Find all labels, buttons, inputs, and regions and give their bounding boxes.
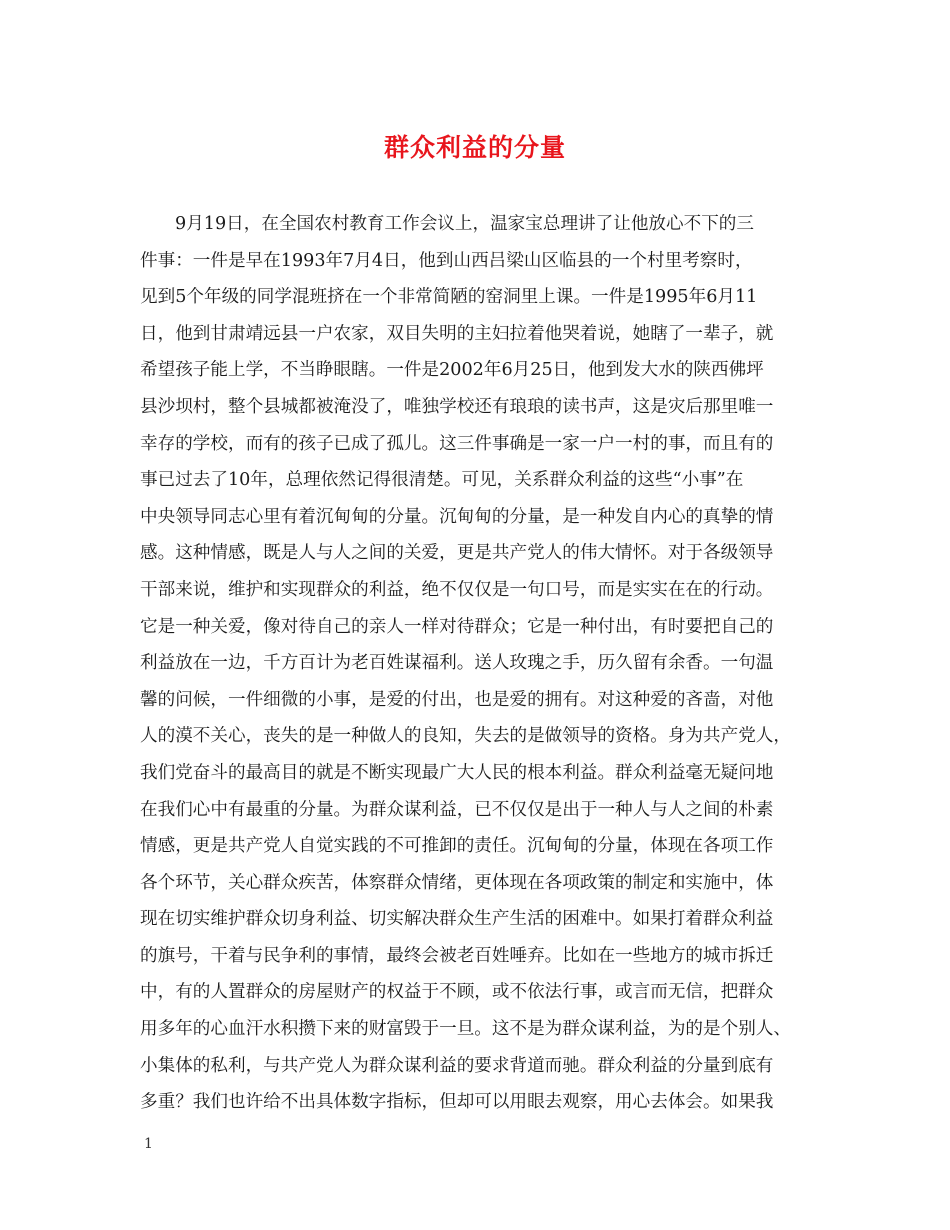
body-paragraph (140, 206, 822, 1121)
text-line: 小集体的私利，与共产党人为群众谋利益的要求背道而驰。群众利益的分量到底有 (140, 1055, 774, 1076)
text-line: 馨的问候，一件细微的小事，是爱的付出，也是爱的拥有。对这种爱的吝啬，对他 (140, 689, 774, 710)
text-line: 人的漠不关心，丧失的是一种做人的良知，失去的是做领导的资格。身为共产党人， (140, 726, 791, 747)
text-line: 件事：一件是早在1993年7月4日，他到山西吕梁山区临县的一个村里考察时， (140, 250, 753, 271)
text-line: 事已过去了10年，总理依然记得很清楚。可见，关系群众利益的这些“小事”在 (140, 470, 744, 491)
text-line: 利益放在一边，千方百计为老百姓谋福利。送人玫瑰之手，历久留有余香。一句温 (140, 653, 774, 674)
text-line: 情感，更是共产党人自觉实践的不可推卸的责任。沉甸甸的分量，体现在各项工作 (140, 836, 774, 857)
page-number: 1 (144, 1136, 153, 1152)
text-line: 日，他到甘肃靖远县一户农家，双目失明的主妇拉着他哭着说，她瞎了一辈子，就 (140, 323, 774, 344)
text-line: 在我们心中有最重的分量。为群众谋利益，已不仅仅是出于一种人与人之间的朴素 (140, 799, 774, 820)
text-line: 它是一种关爱，像对待自己的亲人一样对待群众；它是一种付出，有时要把自己的 (140, 616, 774, 637)
text-line: 现在切实维护群众切身利益、切实解决群众生产生活的困难中。如果打着群众利益 (140, 909, 774, 930)
document-title: 群众利益的分量 (383, 133, 566, 162)
text-line: 9月19日，在全国农村教育工作会议上，温家宝总理讲了让他放心不下的三 (175, 214, 754, 234)
text-line: 我们党奋斗的最高目的就是不断实现最广大人民的根本利益。群众利益毫无疑问地 (140, 762, 774, 783)
text-line: 中央领导同志心里有着沉甸甸的分量。沉甸甸的分量，是一种发自内心的真挚的情 (140, 506, 774, 527)
text-line: 感。这种情感，既是人与人之间的关爱，更是共产党人的伟大情怀。对于各级领导 (140, 543, 774, 564)
text-line: 县沙坝村，整个县城都被淹没了，唯独学校还有琅琅的读书声，这是灾后那里唯一 (140, 396, 774, 417)
text-line: 希望孩子能上学，不当睁眼瞎。一件是2002年6月25日，他到发大水的陕西佛坪 (140, 360, 764, 381)
text-line: 干部来说，维护和实现群众的利益，绝不仅仅是一句口号，而是实实在在的行动。 (140, 579, 774, 600)
text-line: 各个环节，关心群众疾苦，体察群众情绪，更体现在各项政策的制定和实施中，体 (140, 872, 774, 893)
text-line: 多重？我们也许给不出具体数字指标，但却可以用眼去观察，用心去体会。如果我 (140, 1092, 774, 1113)
text-line: 的旗号，干着与民争利的事情，最终会被老百姓唾弃。比如在一些地方的城市拆迁 (140, 945, 774, 966)
text-line: 中，有的人置群众的房屋财产的权益于不顾，或不依法行事，或言而无信，把群众 (140, 982, 774, 1003)
text-line: 幸存的学校，而有的孩子已成了孤儿。这三件事确是一家一户一村的事，而且有的 (140, 433, 774, 454)
text-line: 见到5个年级的同学混班挤在一个非常简陋的窑洞里上课。一件是1995年6月11 (140, 287, 758, 308)
text-line: 用多年的心血汗水积攒下来的财富毁于一旦。这不是为群众谋利益，为的是个别人、 (140, 1019, 791, 1040)
